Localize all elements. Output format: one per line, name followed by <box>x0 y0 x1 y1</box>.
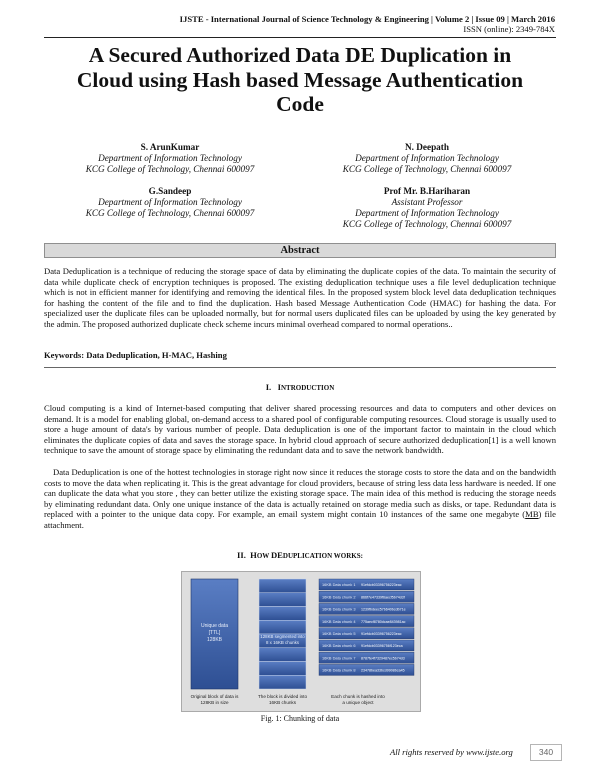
author-affiliation: KCG College of Technology, Chennai 600097 <box>342 164 512 174</box>
journal-issn: ISSN (online): 2349-784X <box>463 24 555 34</box>
chunk-label: 16KB Data chunk 7 <box>322 655 356 661</box>
chunk-label: 16KB Data chunk 8 <box>322 667 356 673</box>
page-number: 340 <box>530 744 562 761</box>
figure-caption: Fig. 1: Chunking of data <box>260 714 340 723</box>
unique-data-label: Unique data <box>201 623 228 629</box>
author-name: Prof Mr. B.Hariharan <box>383 186 471 196</box>
author-affiliation: Department of Information Technology <box>355 153 499 163</box>
caption-divided-2: 16KB chunks <box>268 700 297 705</box>
segment-chunk <box>259 662 306 676</box>
author-affiliation: Department of Information Technology <box>98 153 242 163</box>
section-number: II. <box>237 550 246 560</box>
mb-link[interactable]: MB <box>525 509 539 520</box>
section-title-initial: H <box>250 550 257 560</box>
segment-chunk <box>259 579 306 593</box>
chunk-hash: 91efdcb03396756223eac <box>361 583 402 588</box>
section-title-de: DE <box>270 550 283 560</box>
segment-chunk <box>259 620 306 634</box>
abstract-text: Data Deduplication is a technique of reducing the storage space of data by eliminating the duplicate copies of the data. To maintain the security of data while duplicate check of encryption techniques is proposed. The existing deduplication technique uses a file level deduplication technique which is not in efficient manner for identifying and removing the identical files. In the proposed system block level data deduplication techniques for hashing the content of the file and to find the duplication. Hash based Message Authentication Code (HMAC) for hashing the data. For specialized user the duplicate files can be uploaded normally, but for normal users duplicated files can be uploaded by using the key generated by the admin. The proposed authorized duplicate check scheme incurs minimal overhead compared to normal operations.. <box>44 266 556 329</box>
journal-header: IJSTE - International Journal of Science Technology & Engineering | Volume 2 | Issue 09 | March 2016 <box>179 14 555 24</box>
chunking-diagram <box>182 572 420 711</box>
segment-chunk <box>259 607 306 621</box>
section-heading-how-dedup <box>44 550 556 560</box>
title-line-3: Code <box>276 92 324 116</box>
chunk-hash: 23478bea33bcd9908bca45 <box>361 668 405 673</box>
section-number: I. <box>265 382 272 392</box>
unique-data-ttl: [TTL] <box>208 630 221 636</box>
chunk-hash: 775aecf8780dcae843981ac <box>361 619 406 624</box>
chunk-label: 16KB Data chunk 5 <box>322 631 356 636</box>
footer-rights <box>390 747 513 757</box>
segment-chunk <box>259 675 306 689</box>
intro-paragraph-1: Cloud computing is a kind of Internet-based computing that deliver shared processing resources and data to computers and other devices on demand. It is a model for enabling global, on-demand access to a shared pool of configurable computing resources. Cloud storage is usually used to store a huge amount of data's by various number of people. Data deduplication is one of the important factor to maintain in the cloud which eliminates the duplicate copies of data and saves the storage space. In hybrid cloud approach of secure authorized deduplication[1] is a well known technique to save the amount of storage space by eliminating the redundant data and to save the network bandwidth. <box>44 403 556 456</box>
segment-chunk <box>259 593 306 607</box>
keywords: Keywords: Data Deduplication, H-MAC, Hashing <box>44 350 227 360</box>
author-affiliation: KCG College of Technology, Chennai 600097 <box>342 219 512 229</box>
author-affiliation: Assistant Professor <box>391 197 463 207</box>
chunk-label: 16KB Data chunk 2 <box>322 594 356 600</box>
intro-paragraph-2-end: ) file attachment. <box>44 509 556 530</box>
paper-title <box>40 43 560 117</box>
caption-hashed-2: a unique object <box>342 700 374 705</box>
author-block-2 <box>327 142 527 175</box>
footer-site-link[interactable]: www.ijste.org <box>466 747 513 757</box>
chunk-label: 16KB Data chunk 6 <box>322 643 356 649</box>
section-title-rest: DUPLICATION WORKS: <box>282 552 363 560</box>
intro-paragraph-2-text: Data Deduplication is one of the hottest technologies in storage right now since it reduces the storage costs to store the data and on the bandwidth costs to move the data when replicating it. This is the great advantage for cloud providers, because of string less data less hardware is needed. If one can duplicate the data what you store , they can better utilize the existing storage space. The main idea of this method is reducing the storage needs by eliminating redundant data. Only one unique instance of the data is actually retained on storage media such as disks, or tape. Redundant data is replaced with a pointer to the unique data copy. For example, an email system might contain 10 instances of the same one megabyte ( <box>44 467 556 520</box>
chunk-label: 16KB Data chunk 4 <box>322 618 356 624</box>
section-title-initial: I <box>277 382 281 392</box>
chunk-hash: 91efdcb03396756223eac <box>361 632 402 636</box>
intro-paragraph-2 <box>44 467 556 531</box>
chunk-label: 16KB Data chunk 3 <box>322 606 356 612</box>
author-affiliation: KCG College of Technology, Chennai 600097 <box>85 208 255 218</box>
chunk-hash: 866f7e47339f6aecf5b74d3f <box>361 595 405 600</box>
section-title-part: OW <box>256 552 271 560</box>
author-block-4 <box>327 186 527 230</box>
chunk-list <box>319 579 414 675</box>
segmented-label-1: 128KB segmented into <box>260 634 305 639</box>
caption-divided-1: The block is divided into <box>257 694 308 699</box>
figure-chunking <box>181 571 421 712</box>
section-heading-introduction <box>44 382 556 392</box>
caption-original-2: 128KB in size <box>200 700 229 705</box>
author-affiliation: Department of Information Technology <box>355 208 499 218</box>
author-name: N. Deepath <box>405 142 449 152</box>
footer-rights-text: All rights reserved by <box>390 747 467 757</box>
chunk-hash: 1239fbdeec57b640bcdb71e <box>361 607 406 612</box>
abstract-heading: Abstract <box>44 243 556 258</box>
author-name: S. ArunKumar <box>140 142 200 152</box>
author-affiliation: KCG College of Technology, Chennai 600097 <box>85 164 255 174</box>
chunk-hash: 91efdcb03396756f123eca <box>361 644 403 649</box>
author-block-3 <box>70 186 270 219</box>
author-block-1 <box>70 142 270 175</box>
author-name: G.Sandeep <box>148 186 192 196</box>
chunk-hash: 8787fe4f7329487ec5b74d3 <box>361 656 405 661</box>
unique-data-size: 128KB <box>206 637 223 643</box>
section-title-rest: NTRODUCTION <box>281 384 335 392</box>
author-affiliation: Department of Information Technology <box>98 197 242 207</box>
header-rule <box>44 37 556 38</box>
chunk-label: 16KB Data chunk 1 <box>322 582 356 588</box>
segmented-label-2: 8 x 16KB chunks <box>266 640 299 645</box>
caption-hashed-1: Each chunk is hashed into <box>331 694 385 699</box>
title-line-2: Cloud using Hash based Message Authentication <box>76 67 524 92</box>
section-divider <box>44 367 556 368</box>
title-line-1: A Secured Authorized Data DE Duplication in <box>88 43 512 67</box>
segment-chunk <box>259 648 306 662</box>
caption-original-1: Original block of data is <box>190 694 239 699</box>
